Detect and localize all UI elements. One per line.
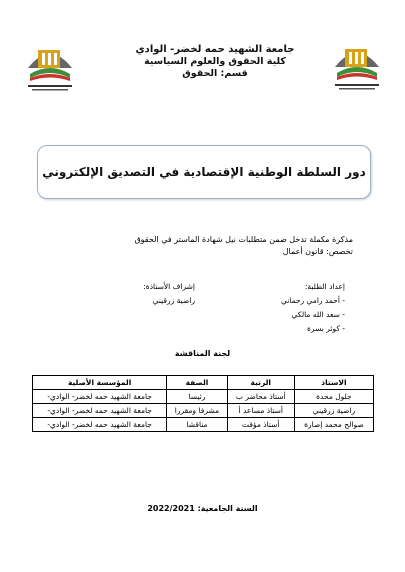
header-role: الصفة (167, 376, 228, 390)
cell-professor: صوالح محمد إصارة (294, 418, 373, 432)
supervisor-section (75, 280, 195, 308)
header-institution: المؤسسة الأصلية (33, 376, 167, 390)
memo-line-1: مذكرة مكملة تدخل ضمن متطلبات نيل شهادة الماستر في الحقوق (134, 235, 353, 244)
supervisor-name: راضية زرقيني (152, 296, 195, 305)
student-name: - أحمد رامي رحماني (280, 296, 345, 305)
header-rank: الرتبة (227, 376, 294, 390)
cell-rank: أستاذ مساعد أ (227, 404, 294, 418)
cell-professor: راضية زرقيني (294, 404, 373, 418)
memo-specialty: تخصص: قانون أعمال (282, 247, 353, 256)
cell-institution: جامعة الشهيد حمه لخضر- الوادي- (33, 390, 167, 404)
student-name: - سعد الله مالكي (291, 310, 345, 319)
cell-rank: أستاذ محاضر ب (227, 390, 294, 404)
table-row (33, 404, 374, 418)
table-row (33, 390, 374, 404)
university-crest-icon (331, 37, 383, 93)
header-professor: الاستاذ (294, 376, 373, 390)
supervisor-heading: إشراف الأستاذة: (143, 282, 195, 291)
students-section (215, 280, 345, 336)
university-logo-left (24, 38, 76, 94)
cell-role: رئيسا (167, 390, 228, 404)
university-logo-right (331, 37, 383, 93)
university-header (110, 44, 320, 80)
memo-description (93, 234, 353, 258)
cell-professor: جلول محدة (294, 390, 373, 404)
cell-institution: جامعة الشهيد حمه لخضر- الوادي- (33, 418, 167, 432)
faculty-name: كلية الحقوق والعلوم السياسية (144, 56, 286, 67)
university-crest-icon (24, 38, 76, 94)
cell-role: مناقشا (167, 418, 228, 432)
department-name: قسم: الحقوق (182, 68, 248, 79)
table-row (33, 418, 374, 432)
students-heading: إعداد الطلبة: (304, 282, 345, 291)
committee-title: لجنة المناقشة (174, 349, 231, 358)
thesis-title-box (37, 145, 371, 199)
academic-year-value: 2022/2021 (147, 504, 195, 513)
committee-table (32, 375, 374, 432)
thesis-title: دور السلطة الوطنية الإقتصادية في التصديق الإلكتروني (42, 165, 366, 179)
cell-role: مشرفا ومقررا (167, 404, 228, 418)
academic-year (0, 504, 405, 513)
table-header-row (33, 376, 374, 390)
cell-institution: جامعة الشهيد حمه لخضر- الوادي- (33, 404, 167, 418)
student-name: - كوثر بسرة (307, 324, 345, 333)
academic-year-label: السنة الجامعية: (197, 504, 258, 513)
university-name: جامعة الشهيد حمه لخضر- الوادي (135, 44, 295, 55)
cell-rank: أستاذ مؤقت (227, 418, 294, 432)
